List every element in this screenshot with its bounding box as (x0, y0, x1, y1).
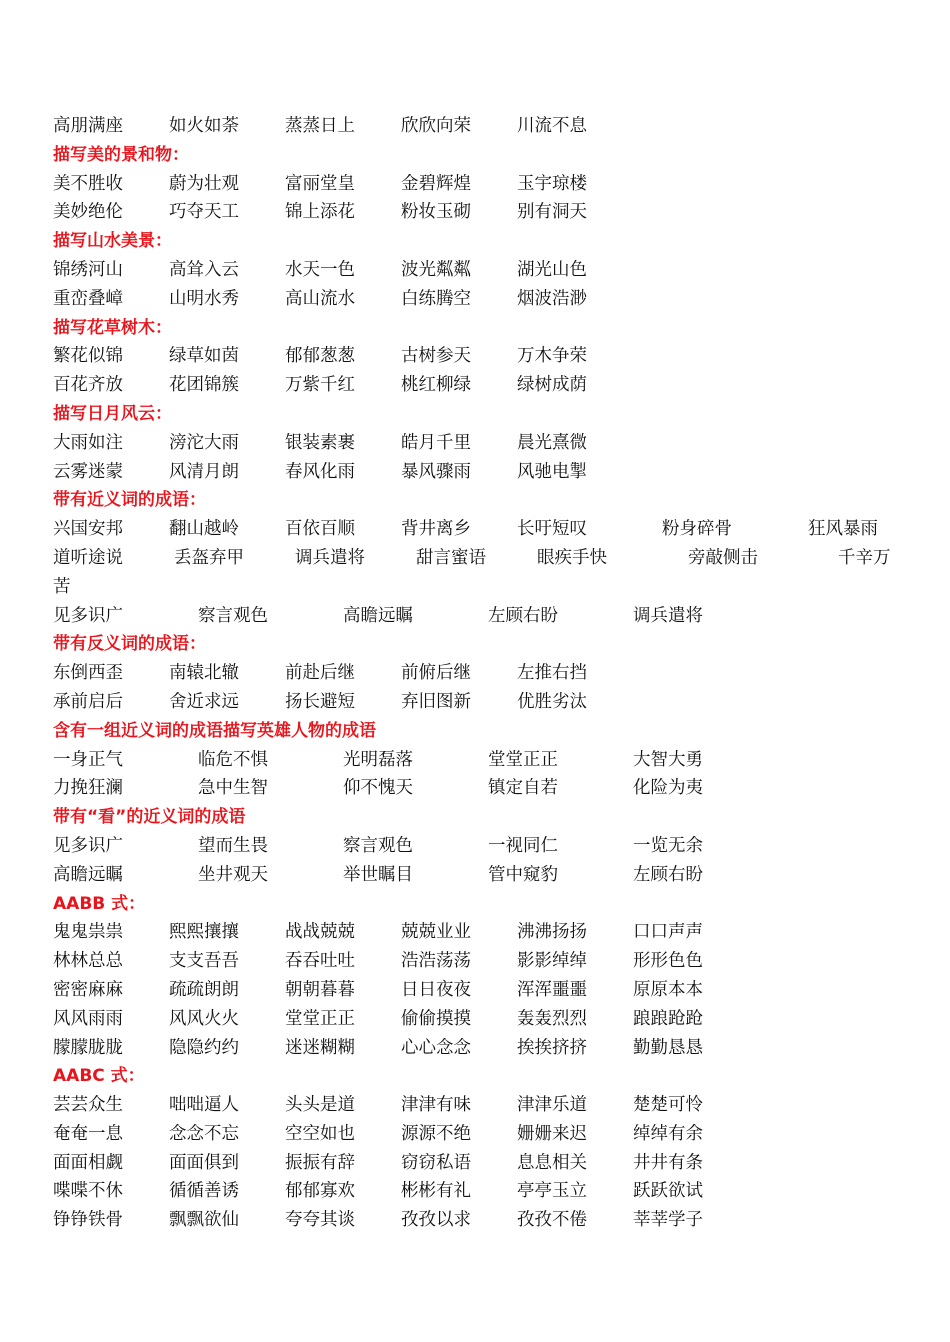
idiom-word: 水天一色 (285, 259, 355, 280)
idiom-word: 欣欣向荣 (401, 116, 471, 136)
idiom-word: 前俯后继 (401, 663, 471, 684)
idiom-word: 锦绣河山 (53, 259, 123, 280)
idiom-word: 晨光熹微 (517, 432, 587, 453)
idiom-word: 银装素裹 (285, 432, 355, 453)
section-heading: 描写花草树木： (53, 317, 172, 338)
idiom-word: 支支吾吾 (169, 951, 239, 972)
idiom-word: 津津乐道 (517, 1095, 587, 1116)
idiom-row (53, 342, 903, 371)
idiom-word: 春风化雨 (285, 461, 355, 482)
idiom-row (53, 1120, 903, 1149)
idiom-word: 飘飘欲仙 (169, 1210, 239, 1231)
section-heading: 含有一组近义词的成语描写英雄人物的成语 (53, 720, 376, 741)
idiom-word: 狂风暴雨 (808, 519, 878, 540)
idiom-word: 偷偷摸摸 (401, 1008, 471, 1029)
idiom-word: 兢兢业业 (401, 922, 471, 943)
idiom-word: 东倒西歪 (53, 663, 123, 684)
idiom-word: 形形色色 (633, 951, 703, 972)
idiom-row (53, 198, 903, 227)
idiom-word: 云雾迷蒙 (53, 461, 123, 482)
idiom-word: 踉踉跄跄 (633, 1008, 703, 1029)
idiom-word: 空空如也 (285, 1123, 355, 1144)
idiom-word: 左顾右盼 (488, 605, 558, 626)
idiom-row (53, 256, 903, 285)
idiom-word: 背井离乡 (401, 519, 471, 540)
idiom-word: 一视同仁 (488, 835, 558, 856)
idiom-word: 巧夺天工 (169, 202, 239, 223)
idiom-row (53, 976, 903, 1005)
idiom-word: 山明水秀 (169, 288, 239, 309)
idiom-word: 窃窃私语 (401, 1152, 471, 1173)
idiom-word: 千辛万 (838, 547, 891, 568)
idiom-word: 亭亭玉立 (517, 1181, 587, 1202)
idiom-row (53, 1091, 903, 1120)
idiom-word: 滂沱大雨 (169, 432, 239, 453)
idiom-word: 芸芸众生 (53, 1095, 123, 1116)
idiom-word: 粉身碎骨 (662, 519, 732, 540)
idiom-word: 川流不息 (517, 116, 587, 136)
idiom-word: 林林总总 (53, 951, 123, 972)
section-heading: 带有“看”的近义词的成语 (53, 807, 246, 828)
idiom-word: 万紫千红 (285, 375, 355, 396)
idiom-word: 优胜劣汰 (517, 691, 587, 712)
idiom-word: 绰绰有余 (633, 1123, 703, 1144)
idiom-word: 疏疏朗朗 (169, 979, 239, 1000)
idiom-row (53, 573, 903, 602)
idiom-word: 一览无余 (633, 835, 703, 856)
idiom-word: 左顾右盼 (633, 864, 703, 885)
section-heading: 描写美的景和物： (53, 144, 189, 165)
idiom-word: 临危不惧 (198, 749, 268, 770)
idiom-row (53, 515, 903, 544)
idiom-word: 仰不愧天 (343, 778, 413, 799)
idiom-word: 绿树成荫 (517, 375, 587, 396)
idiom-word: 津津有味 (401, 1095, 471, 1116)
idiom-word: 见多识广 (53, 605, 123, 626)
idiom-word: 兴国安邦 (53, 519, 123, 540)
idiom-word: 浩浩荡荡 (401, 951, 471, 972)
idiom-word: 原原本本 (633, 979, 703, 1000)
idiom-row (53, 602, 903, 631)
idiom-word: 化险为夷 (633, 778, 703, 799)
idiom-word: 浑浑噩噩 (517, 979, 587, 1000)
idiom-row (53, 371, 903, 400)
idiom-word: 源源不绝 (401, 1123, 471, 1144)
section-heading: 带有反义词的成语： (53, 634, 206, 655)
idiom-word: 井井有条 (633, 1152, 703, 1173)
idiom-word: 郁郁葱葱 (285, 346, 355, 367)
idiom-word: 高耸入云 (169, 259, 239, 280)
idiom-word: 高山流水 (285, 288, 355, 309)
idiom-row (53, 544, 903, 573)
idiom-word: 金碧辉煌 (401, 173, 471, 194)
idiom-word: 旁敲侧击 (688, 547, 758, 568)
idiom-row (53, 947, 903, 976)
idiom-word: 夸夸其谈 (285, 1210, 355, 1231)
idiom-row (53, 1005, 903, 1034)
idiom-row (53, 861, 903, 890)
idiom-word: 战战兢兢 (285, 922, 355, 943)
idiom-word: 奄奄一息 (53, 1123, 123, 1144)
idiom-word: 心心念念 (401, 1037, 471, 1058)
idiom-word: 眼疾手快 (537, 547, 607, 568)
idiom-word: 玉宇琼楼 (517, 173, 587, 194)
idiom-word: 扬长避短 (285, 691, 355, 712)
idiom-row (53, 429, 903, 458)
idiom-word: 风风火火 (169, 1008, 239, 1029)
idiom-word: 甜言蜜语 (416, 547, 486, 568)
idiom-word: 跃跃欲试 (633, 1181, 703, 1202)
idiom-word: 湖光山色 (517, 259, 587, 280)
idiom-word: 见多识广 (53, 835, 123, 856)
idiom-row (53, 1149, 903, 1178)
idiom-word: 迷迷糊糊 (285, 1037, 355, 1058)
idiom-word: 光明磊落 (343, 749, 413, 770)
idiom-word: 风风雨雨 (53, 1008, 123, 1029)
idiom-word: 察言观色 (198, 605, 268, 626)
idiom-word: 蒸蒸日上 (285, 116, 355, 136)
idiom-row (53, 112, 903, 141)
idiom-word: 别有洞天 (517, 202, 587, 223)
idiom-row (53, 1206, 903, 1235)
idiom-word: 密密麻麻 (53, 979, 123, 1000)
section-heading: 描写山水美景： (53, 231, 172, 252)
idiom-row (53, 285, 903, 314)
idiom-word: 堂堂正正 (285, 1008, 355, 1029)
idiom-word: 日日夜夜 (401, 979, 471, 1000)
section-heading: 描写日月风云： (53, 403, 172, 424)
idiom-word: 孜孜不倦 (517, 1210, 587, 1231)
idiom-word: 锦上添花 (285, 202, 355, 223)
idiom-word: 百花齐放 (53, 375, 123, 396)
idiom-word: 急中生智 (198, 778, 268, 799)
idiom-word: 振振有辞 (285, 1152, 355, 1173)
idiom-word: 粉妆玉砌 (401, 202, 471, 223)
idiom-word: 头头是道 (285, 1095, 355, 1116)
idiom-row (53, 746, 903, 775)
idiom-word: 左推右挡 (517, 663, 587, 684)
idiom-word: 沸沸扬扬 (517, 922, 587, 943)
idiom-word: 弃旧图新 (401, 691, 471, 712)
idiom-word: 堂堂正正 (488, 749, 558, 770)
idiom-word: 风驰电掣 (517, 461, 587, 482)
idiom-word: 力挽狂澜 (53, 778, 123, 799)
idiom-word: 舍近求远 (169, 691, 239, 712)
idiom-word: 高瞻远瞩 (53, 864, 123, 885)
idiom-row (53, 170, 903, 199)
idiom-word: 前赴后继 (285, 663, 355, 684)
idiom-word: 念念不忘 (169, 1123, 239, 1144)
idiom-word: 面面俱到 (169, 1152, 239, 1173)
idiom-word: 古树参天 (401, 346, 471, 367)
idiom-word: 吞吞吐吐 (285, 951, 355, 972)
idiom-word: 咄咄逼人 (169, 1095, 239, 1116)
idiom-word: 南辕北辙 (169, 663, 239, 684)
idiom-word: 美不胜收 (53, 173, 123, 194)
idiom-word: 桃红柳绿 (401, 375, 471, 396)
idiom-word: 影影绰绰 (517, 951, 587, 972)
idiom-word: 朝朝暮暮 (285, 979, 355, 1000)
idiom-word: 姗姗来迟 (517, 1123, 587, 1144)
idiom-word: 调兵遣将 (633, 605, 703, 626)
idiom-word: 高瞻远瞩 (343, 605, 413, 626)
idiom-row (53, 458, 903, 487)
idiom-word: 隐隐约约 (169, 1037, 239, 1058)
section-heading: AABB 式： (53, 893, 146, 914)
idiom-word: 皓月千里 (401, 432, 471, 453)
idiom-word: 莘莘学子 (633, 1210, 703, 1231)
idiom-word: 如火如荼 (169, 116, 239, 136)
section-heading: 带有近义词的成语： (53, 490, 206, 511)
idiom-word: 口口声声 (633, 922, 703, 943)
idiom-word: 熙熙攘攘 (169, 922, 239, 943)
idiom-word: 彬彬有礼 (401, 1181, 471, 1202)
idiom-word: 万木争荣 (517, 346, 587, 367)
idiom-word: 波光粼粼 (401, 259, 471, 280)
idiom-word: 长吁短叹 (517, 519, 587, 540)
idiom-word: 调兵遣将 (295, 547, 365, 568)
idiom-word: 铮铮铁骨 (53, 1210, 123, 1231)
idiom-word: 坐井观天 (198, 864, 268, 885)
idiom-word: 轰轰烈烈 (517, 1008, 587, 1029)
idiom-row (53, 1177, 903, 1206)
idiom-word: 丢盔弃甲 (174, 547, 244, 568)
idiom-word: 管中窥豹 (488, 864, 558, 885)
idiom-word: 白练腾空 (401, 288, 471, 309)
idiom-word: 美妙绝伦 (53, 202, 123, 223)
idiom-word: 面面相觑 (53, 1152, 123, 1173)
idiom-word: 富丽堂皇 (285, 173, 355, 194)
idiom-word: 苦 (53, 576, 71, 597)
idiom-word: 绿草如茵 (169, 346, 239, 367)
idiom-row (53, 688, 903, 717)
idiom-row (53, 774, 903, 803)
idiom-word: 镇定自若 (488, 778, 558, 799)
idiom-word: 重峦叠嶂 (53, 288, 123, 309)
section-heading: AABC 式： (53, 1066, 145, 1087)
idiom-word: 喋喋不休 (53, 1181, 123, 1202)
idiom-word: 大智大勇 (633, 749, 703, 770)
idiom-row (53, 832, 903, 861)
idiom-word: 繁花似锦 (53, 346, 123, 367)
idiom-word: 勤勤恳恳 (633, 1037, 703, 1058)
idiom-word: 百依百顺 (285, 519, 355, 540)
idiom-word: 大雨如注 (53, 432, 123, 453)
idiom-document (53, 112, 903, 1235)
idiom-word: 蔚为壮观 (169, 173, 239, 194)
idiom-word: 一身正气 (53, 749, 123, 770)
idiom-word: 风清月朗 (169, 461, 239, 482)
idiom-word: 高朋满座 (53, 116, 123, 136)
idiom-word: 郁郁寡欢 (285, 1181, 355, 1202)
idiom-word: 举世瞩目 (343, 864, 413, 885)
idiom-word: 朦朦胧胧 (53, 1037, 123, 1058)
idiom-word: 道听途说 (53, 547, 123, 568)
idiom-word: 承前启后 (53, 691, 123, 712)
idiom-row (53, 659, 903, 688)
idiom-word: 挨挨挤挤 (517, 1037, 587, 1058)
idiom-word: 循循善诱 (169, 1181, 239, 1202)
idiom-word: 鬼鬼祟祟 (53, 922, 123, 943)
idiom-word: 孜孜以求 (401, 1210, 471, 1231)
idiom-word: 烟波浩渺 (517, 288, 587, 309)
idiom-word: 察言观色 (343, 835, 413, 856)
idiom-row (53, 1034, 903, 1063)
idiom-word: 楚楚可怜 (633, 1095, 703, 1116)
idiom-word: 暴风骤雨 (401, 461, 471, 482)
idiom-word: 翻山越岭 (169, 519, 239, 540)
idiom-word: 息息相关 (517, 1152, 587, 1173)
idiom-row (53, 918, 903, 947)
idiom-word: 花团锦簇 (169, 375, 239, 396)
idiom-word: 望而生畏 (198, 835, 268, 856)
